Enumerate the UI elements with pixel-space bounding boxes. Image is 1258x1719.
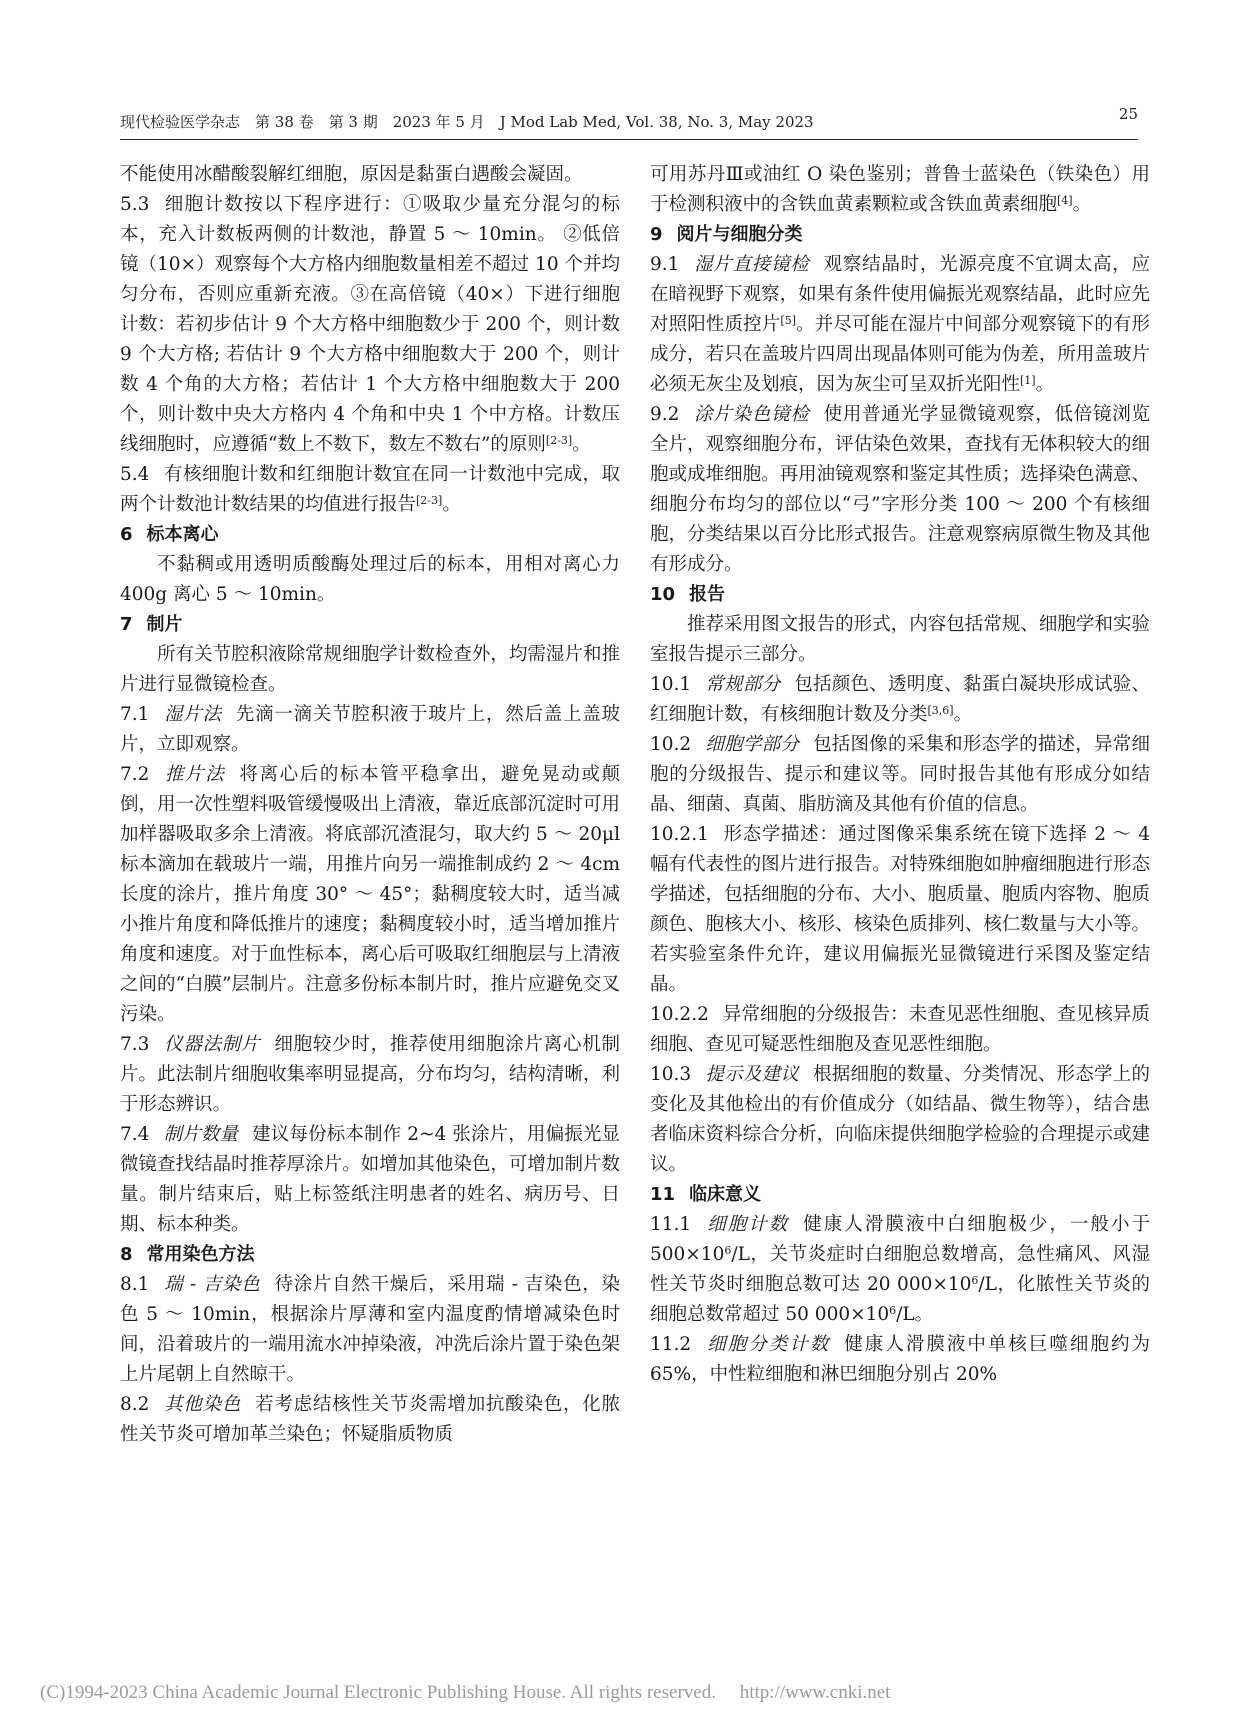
punctuation: 。: [1035, 374, 1055, 395]
section-number: 7.4: [120, 1124, 150, 1145]
section-text: 有核细胞计数和红细胞计数宜在同一计数池中完成，取两个计数池计数结果的均值进行报告: [120, 464, 620, 515]
heading-8: [120, 1240, 620, 1270]
section-7-2: [120, 760, 620, 1030]
section-text: 形态学描述：通过图像采集系统在镜下选择 2 ～ 4 幅有代表性的图片进行报告。对特殊细胞如肿瘤细胞进行形态学描述，包括细胞的分布、大小、胞质量、胞质内容物、胞质颜色、胞核大小、核形、核染色质排列、核仁数量与大小等。若实验室条件允许，建议用偏振光显微镜进行采图及鉴定结晶。: [650, 824, 1150, 995]
section-8-1: [120, 1270, 620, 1390]
citation: [2-3]: [416, 494, 443, 507]
section-text: 若考虑结核性关节炎需增加抗酸染色，化脓性关节炎可增加革兰染色；怀疑脂质物质: [120, 1394, 620, 1445]
paragraph-continued: [650, 160, 1150, 220]
section-number: 11.1: [650, 1214, 692, 1235]
section-title: 常规部分: [705, 674, 781, 695]
section-title: 推片法: [163, 764, 226, 785]
heading-title: 常用染色方法: [146, 1244, 255, 1265]
section-10-2-2: [650, 1000, 1150, 1060]
section-text: /L，关节炎症时白细胞总数增高，急性痛风、风湿性关节炎时细胞总数可达 20 000×10: [650, 1244, 1150, 1295]
section-number: 5.4: [120, 464, 150, 485]
section-number: 8.2: [120, 1394, 150, 1415]
section-text: 包括颜色、透明度、黏蛋白凝块形成试验、红细胞计数，有核细胞计数及分类: [650, 674, 1150, 725]
page-number: 25: [1118, 105, 1138, 123]
section-text: 待涂片自然干燥后，采用瑞 - 吉染色，染色 5 ～ 10min，根据涂片厚薄和室内温度酌情增减染色时间，沿着玻片的一端用流水冲掉染液，冲洗后涂片置于染色架上片尾朝上自然晾干。: [120, 1274, 620, 1385]
section-number: 9.2: [650, 404, 680, 425]
heading-10: [650, 580, 1150, 610]
section-text: 健康人滑膜液中单核巨噬细胞约为 65%，中性粒细胞和淋巴细胞分别占 20%: [650, 1334, 1150, 1385]
heading-title: 阅片与细胞分类: [676, 224, 803, 245]
section-number: 10.2.1: [650, 824, 709, 845]
section-11-1: [650, 1210, 1150, 1330]
citation: [1]: [1020, 374, 1036, 387]
section-8-2: [120, 1390, 620, 1450]
heading-number: 6: [120, 524, 133, 545]
section-text: /L。: [896, 1304, 934, 1325]
section-text: 健康人滑膜液中白细胞极少，一般小于 500×10: [650, 1214, 1150, 1265]
exponent: 6: [889, 1304, 897, 1317]
right-column: [650, 160, 1150, 1630]
section-title: 湿片法: [163, 704, 222, 725]
section-text: 建议每份标本制作 2~4 张涂片，用偏振光显微镜查找结晶时推荐厚涂片。如增加其他染色，可增加制片数量。制片结束后，贴上标签纸注明患者的姓名、病历号、日期、标本种类。: [120, 1124, 620, 1235]
section-number: 10.2: [650, 734, 692, 755]
section-text: 细胞较少时，推荐使用细胞涂片离心机制片。此法制片细胞收集率明显提高，分布均匀，结构清晰，利于形态辨识。: [120, 1034, 620, 1115]
header-rule: [120, 139, 1138, 140]
section-title: 提示及建议: [705, 1064, 800, 1085]
section-title: 制片数量: [163, 1124, 239, 1145]
section-number: 7.1: [120, 704, 150, 725]
exponent: 6: [724, 1244, 732, 1257]
section-10-2-1: [650, 820, 1150, 1000]
heading-title: 标本离心: [146, 524, 219, 545]
section-text: 将离心后的标本管平稳拿出，避免晃动或颠倒，用一次性塑料吸管缓慢吸出上清液，靠近底部沉淀时可用加样器吸取多余上清液。将底部沉渣混匀，取大约 5 ～ 20μl 标本滴加在载玻片一端，用推片向另一端推制成约 2 ～ 4cm 长度的涂片，推片角度 30° ～ 45°；黏稠度较大时，适当减小推片角度和降低推片的速度；黏稠度较小时，适当增加推片角度和速度。对于血性标本，离心后可吸取红细胞层与上清液之间的“白膜”层制片。注意多份标本制片时，推片应避免交叉污染。: [120, 764, 620, 1025]
heading-number: 10: [650, 584, 676, 605]
section-9-1: [650, 250, 1150, 400]
section-text: 使用普通光学显微镜观察，低倍镜浏览全片，观察细胞分布，评估染色效果，查找有无体积较大的细胞或成堆细胞。再用油镜观察和鉴定其性质；选择染色满意、细胞分布均匀的部位以“弓”字形分类 100 ～ 200 个有核细胞，分类结果以百分比形式报告。注意观察病原微生物及其他有形成分。: [650, 404, 1150, 575]
heading-number: 9: [650, 224, 663, 245]
section-title: 细胞分类计数: [705, 1334, 831, 1355]
citation: [3,6]: [927, 704, 954, 717]
section-text: 。并尽可能在湿片中间部分观察镜下的有形成分，若只在盖玻片四周出现晶体则可能为伪差，所用盖玻片必须无灰尘及划痕，因为灰尘可呈双折光阳性: [650, 314, 1150, 395]
paragraph: 不能使用冰醋酸裂解红细胞，原因是黏蛋白遇酸会凝固。: [120, 164, 583, 185]
section-9-2: [650, 400, 1150, 580]
paragraph: 不黏稠或用透明质酸酶处理过后的标本，用相对离心力 400g 离心 5 ～ 10min。: [120, 554, 620, 605]
section-10-1: [650, 670, 1150, 730]
section-text: 细胞计数按以下程序进行：①吸取少量充分混匀的标本，充入计数板两侧的计数池，静置 5 ～ 10min。 ②低倍镜（10×）观察每个大方格内细胞数量相差不超过 10 个并均匀分布，否则应重新充液。③在高倍镜（40×）下进行细胞计数：若初步估计 9 个大方格中细胞数少于 200 个，则计数 9 个大方格; 若估计 9 个大方格中细胞数大于 200 个，则计数 4 个角的大方格；若估计 1 个大方格中细胞数大于 200 个，则计数中央大方格内 4 个角和中央 1 个中方格。计数压线细胞时，应遵循“数上不数下，数左不数右”的原则: [120, 194, 620, 455]
heading-9: [650, 220, 1150, 250]
section-text: 根据细胞的数量、分类情况、形态学上的变化及其他检出的有价值成分（如结晶、微生物等），结合患者临床资料综合分析，向临床提供细胞学检验的合理提示或建议。: [650, 1064, 1150, 1175]
punctuation: 。: [572, 434, 591, 455]
paragraph-text: 可用苏丹Ⅲ或油红 O 染色鉴别；普鲁士蓝染色（铁染色）用于检测积液中的含铁血黄素颗粒或含铁血黄素细胞: [650, 164, 1150, 215]
section-number: 7.3: [120, 1034, 150, 1055]
section-text: 异常细胞的分级报告：未查见恶性细胞、查见核异质细胞、查见可疑恶性细胞及查见恶性细胞。: [650, 1004, 1150, 1055]
section-number: 10.3: [650, 1064, 692, 1085]
heading-title: 制片: [146, 614, 183, 635]
paragraph: 所有关节腔积液除常规细胞学计数检查外，均需湿片和推片进行显微镜检查。: [120, 644, 620, 695]
section-title: 仪器法制片: [163, 1034, 261, 1055]
section-10-3: [650, 1060, 1150, 1180]
section-number: 8.1: [120, 1274, 150, 1295]
citation: [2-3]: [545, 434, 573, 447]
section-number: 10.2.2: [650, 1004, 709, 1025]
left-column: [120, 160, 620, 1630]
running-header: [120, 105, 1138, 135]
section-7-1: [120, 700, 620, 760]
journal-citation: 现代检验医学杂志 第 38 卷 第 3 期 2023 年 5 月 J Mod Lab Med, Vol. 38, No. 3, May 2023: [120, 113, 814, 131]
heading-number: 8: [120, 1244, 133, 1265]
copyright-footer: (C)1994-2023 China Academic Journal Electronic Publishing House. All rights reserved. http://www.cnki.net: [40, 1682, 891, 1703]
paragraph: 推荐采用图文报告的形式，内容包括常规、细胞学和实验室报告提示三部分。: [650, 614, 1150, 665]
heading-11: [650, 1180, 1150, 1210]
punctuation: 。: [953, 704, 973, 725]
punctuation: 。: [442, 494, 461, 515]
section-text: 先滴一滴关节腔积液于玻片上，然后盖上盖玻片，立即观察。: [120, 704, 620, 755]
heading-title: 报告: [689, 584, 726, 605]
section-number: 7.2: [120, 764, 150, 785]
citation: [4]: [1057, 194, 1073, 207]
section-title: 湿片直接镜检: [693, 254, 810, 275]
heading-6: [120, 520, 620, 550]
section-5-3: [120, 190, 620, 460]
section-number: 5.3: [120, 194, 150, 215]
section-title: 涂片染色镜检: [693, 404, 810, 425]
section-title: 细胞计数: [705, 1214, 790, 1235]
punctuation: 。: [1072, 194, 1092, 215]
section-text: 包括图像的采集和形态学的描述，异常细胞的分级报告、提示和建议等。同时报告其他有形成分如结晶、细菌、真菌、脂肪滴及其他有价值的信息。: [650, 734, 1150, 815]
section-text: 观察结晶时，光源亮度不宜调太高，应在暗视野下观察，如果有条件使用偏振光观察结晶，此时应先对照阳性质控片: [650, 254, 1150, 335]
section-11-2: [650, 1330, 1150, 1390]
section-title: 瑞 - 吉染色: [163, 1274, 261, 1295]
heading-number: 7: [120, 614, 133, 635]
section-title: 细胞学部分: [705, 734, 800, 755]
section-7-4: [120, 1120, 620, 1240]
heading-7: [120, 610, 620, 640]
section-text: /L，化脓性关节炎的细胞总数常超过 50 000×10: [650, 1274, 1150, 1325]
section-10-2: [650, 730, 1150, 820]
section-number: 9.1: [650, 254, 680, 275]
heading-title: 临床意义: [689, 1184, 762, 1205]
section-5-4: [120, 460, 620, 520]
heading-number: 11: [650, 1184, 676, 1205]
section-title: 其他染色: [163, 1394, 242, 1415]
exponent: 6: [971, 1274, 979, 1287]
citation: [5]: [780, 314, 797, 327]
section-7-3: [120, 1030, 620, 1120]
section-number: 11.2: [650, 1334, 692, 1355]
section-number: 10.1: [650, 674, 692, 695]
